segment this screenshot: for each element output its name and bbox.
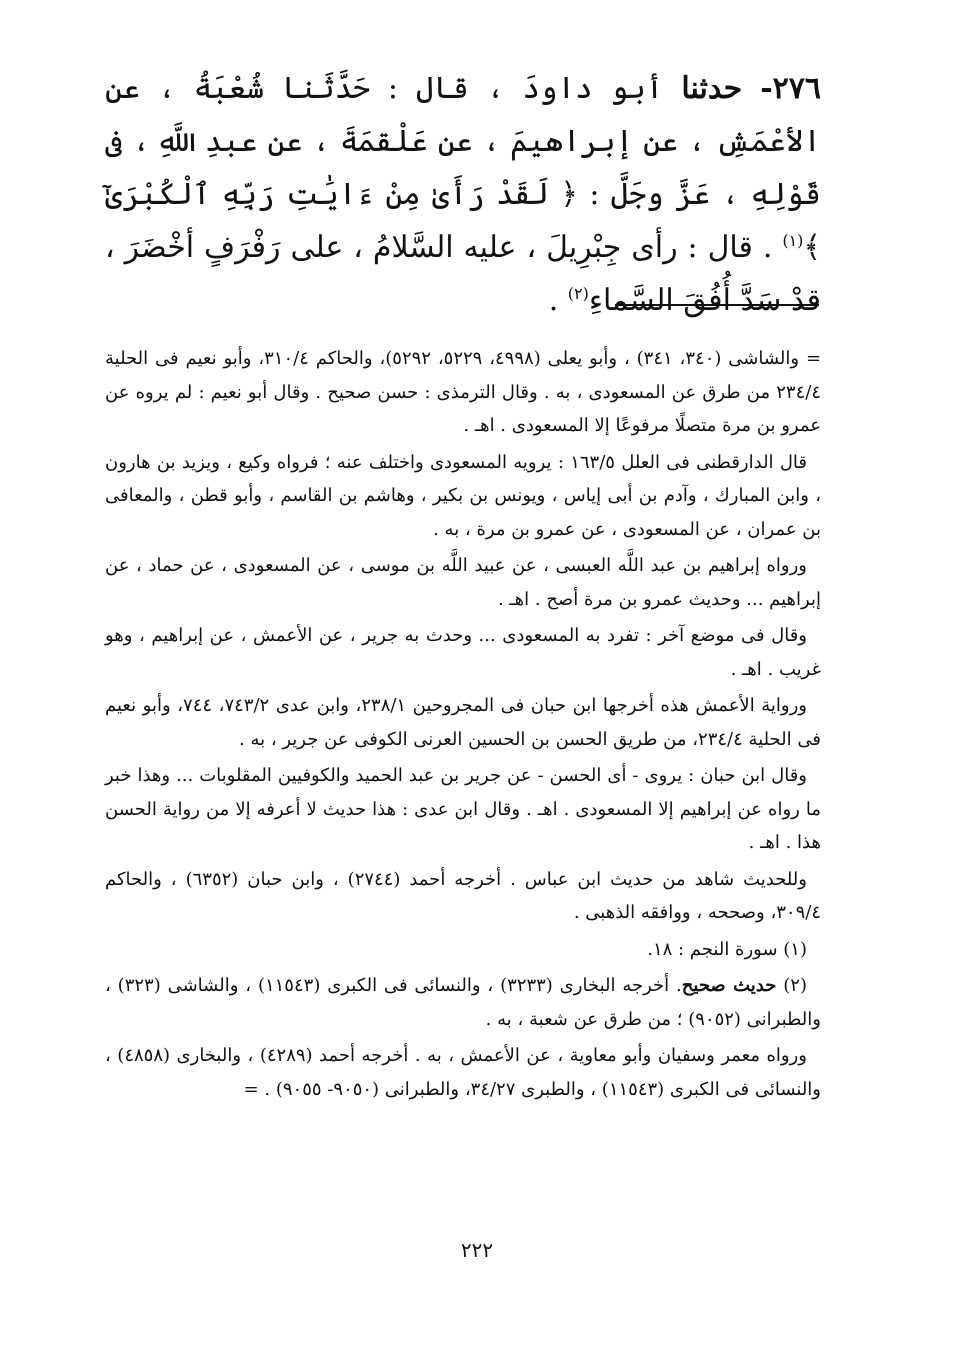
footnote-paragraph: ورواه إبراهيم بن عبد اللَّه العبسى ، عن عبيد اللَّه بن موسى ، عن المسعودى ، عن حماد ، عن إبراهيم ... وحديث عمرو بن مرة أصح . اهـ . — [105, 555, 821, 610]
page-number: ٢٢٢ — [460, 1238, 494, 1262]
hadith-number: ٢٧٦- — [760, 71, 821, 106]
footnote-2-grade: حديث صحيح — [681, 975, 777, 996]
footnote-paragraph: وقال ابن حبان : يروى - أى الحسن - عن جرير بن عبد الحميد والكوفيين المقلوبات ... وهذا خبر ما رواه عن إبراهيم إلا المسعودى . اهـ . وقال ابن عدى : هذا حديث لا أعرفه إلا من رواية الحسن هذا . اهـ . — [105, 765, 821, 853]
footnote-2-number: (٢) — [776, 975, 807, 996]
hadith-lead: حدثنا — [681, 71, 743, 106]
footnote-paragraph: ورواه معمر وسفيان وأبو معاوية ، عن الأعمش ، به . أخرجه أحمد (٤٢٨٩) ، والبخارى (٤٨٥٨) ، والنسائى فى الكبرى (١١٥٤٣) ، والطبرى ٣٤/٢٧، والطبرانى (٩٠٥٠- ٩٠٥٥) . = — [105, 1045, 821, 1100]
footnote-paragraph: قال الدارقطنى فى العلل ١٦٣/٥ : يرويه المسعودى واختلف عنه ؛ فرواه وكيع ، ويزيد بن هارون ، وابن المبارك ، وآدم بن أبى إياس ، ويونس بن بكير ، وهاشم بن القاسم ، وأبو قطن ، والمعافى بن عمران ، عن المسعودى ، عن عمرو بن مرة ، به . — [105, 451, 821, 540]
footnote-2 — [105, 969, 821, 1036]
hadith-text — [105, 62, 821, 327]
hadith-text-part-3: . — [548, 283, 568, 318]
footnote-divider — [615, 304, 819, 306]
footnote-paragraph: = والشاشى (٣٤٠، ٣٤١) ، وأبو يعلى (٤٩٩٨، ٥٢٢٩، ٥٢٩٢)، والحاكم ٣١٠/٤، وأبو نعيم فى الحلية ٢٣٤/٤ من طرق عن المسعودى ، به . وقال الترمذى : حسن صحيح . وقال أبو نعيم : لم يروه عن عمرو بن مرة متصلًا مرفوعًا إلا المسعودى . اهـ . — [105, 348, 822, 436]
footnote-paragraph: وقال فى موضع آخر : تفرد به المسعودى ... وحدث به جرير ، عن الأعمش ، عن إبراهيم ، وهو غريب . اهـ . — [105, 625, 821, 680]
hadith-text-part-1: أبو داودَ ، قال : حَدَّثَنا شُعْبَةُ ، عن الأعْمَشِ ، عن إبراهيمَ ، عن عَلْقمَةَ ، عن عبدِ اللَّهِ ، فى قَوْلِهِ ، عَزَّ وجَلَّ : ﴿ لَقَدْ رَأَىٰ مِنْ ءَايَٰتِ رَبِّهِ ٱلْكُبْرَىٰٓ ﴾ — [105, 71, 821, 265]
footnote-ref-1: (١) — [782, 231, 804, 250]
footnote-1: (١) سورة النجم : ١٨. — [647, 938, 807, 960]
footnote-ref-2: (٢) — [567, 284, 589, 303]
footnotes-section — [105, 342, 821, 1109]
footnote-paragraph: ورواية الأعمش هذه أخرجها ابن حبان فى المجروحين ٢٣٨/١، وابن عدى ٧٤٣/٢، ٧٤٤، وأبو نعيم فى الحلية ٢٣٤/٤، من طريق الحسن بن الحسين العرنى الكوفى عن جرير ، به . — [105, 695, 821, 750]
hadith-text-part-2: . قال : رأى جِبْرِيلَ ، عليه السَّلامُ ، على رَفْرَفٍ أخْضَرَ ، قدْ سَدَّ أُفُقَ السَّماءِ — [105, 230, 821, 318]
footnote-paragraph: وللحديث شاهد من حديث ابن عباس . أخرجه أحمد (٢٧٤٤) ، وابن حبان (٦٣٥٢) ، والحاكم ٣٠٩/٤، وصححه ، ووافقه الذهبى . — [105, 868, 821, 923]
main-hadith-block — [105, 62, 821, 327]
footnote-2-text: . أخرجه البخارى (٣٢٣٣) ، والنسائى فى الكبرى (١١٥٤٣) ، والشاشى (٣٢٣) ، والطبرانى (٩٠٥٢) ؛ من طرق عن شعبة ، به . — [105, 975, 821, 1030]
